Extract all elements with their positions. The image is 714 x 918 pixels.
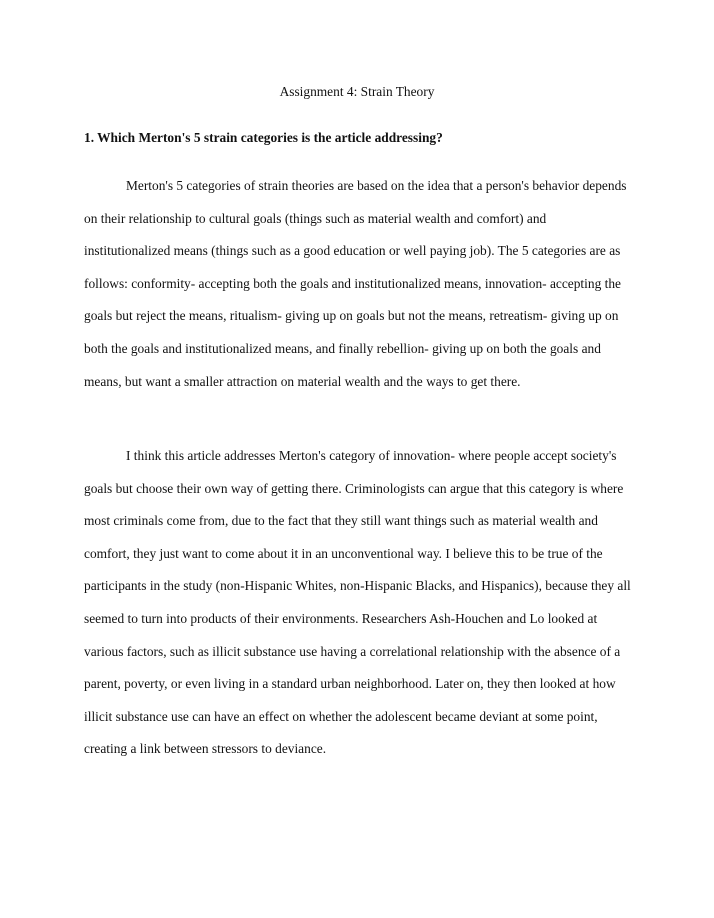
- paragraph-innovation: I think this article addresses Merton's category of innovation- where people accept society's goals but choose their own way of getting there. Criminologists can argue that this category is where most criminals come from, due to the fact that they still want things such as material wealth and comfort, they just want to come about it in an unconventional way. I believe this to be true of the participants in the study (non-Hispanic Whites, non-Hispanic Blacks, and Hispanics), because they all seemed to turn into products of their environments. Researchers Ash-Houchen and Lo looked at various factors, such as illicit substance use having a correlational relationship with the absence of a parent, poverty, or even living in a standard urban neighborhood. Later on, they then looked at how illicit substance use can have an effect on whether the adolescent became deviant at some point, creating a link between stressors to deviance.: [84, 448, 631, 757]
- paragraph-strain-categories: Merton's 5 categories of strain theories are based on the idea that a person's behavior depends on their relationship to cultural goals (things such as material wealth and comfort) and institutionalized means (things such as a good education or well paying job). The 5 categories are as follows: conformity- accepting both the goals and institutionalized means, innovation- accepting the goals but reject the means, ritualism- giving up on goals but not the means, retreatism- giving up on both the goals and institutionalized means, and finally rebellion- giving up on both the goals and means, but want a smaller attraction on material wealth and the ways to get there.: [84, 178, 627, 389]
- question-heading: 1. Which Merton's 5 strain categories is the article addressing?: [84, 130, 443, 145]
- document-title: Assignment 4: Strain Theory: [279, 84, 435, 99]
